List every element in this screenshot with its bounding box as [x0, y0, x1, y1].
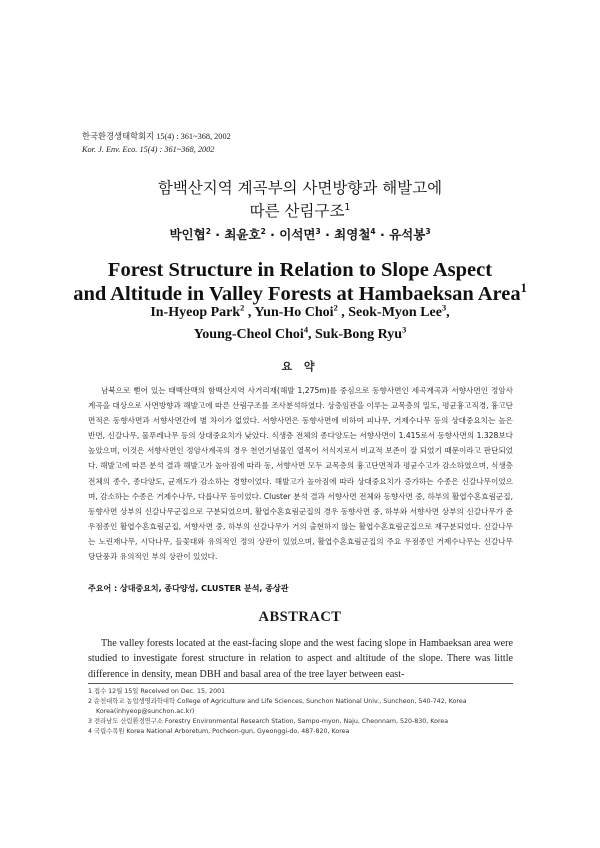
- author-en-affiliation-mark: 3: [402, 325, 407, 335]
- author-en-separator: ,: [337, 305, 349, 320]
- footnotes: [88, 687, 513, 737]
- title-en-line2: [0, 283, 600, 306]
- title-en-line1: Forest Structure in Relation to Slope Aspect: [107, 259, 493, 281]
- journal-citation: [82, 131, 231, 156]
- authors-en-line2: [0, 327, 600, 343]
- author-ko: 유석봉: [389, 227, 426, 242]
- summary-heading: 요 약: [281, 360, 319, 373]
- author-en-affiliation-mark: 4: [303, 325, 309, 335]
- author-en-separator: ,: [308, 327, 316, 342]
- author-ko-affiliation-mark: 2: [260, 226, 266, 236]
- abstract-en-body: The valley forests located at the east-facing slope and the west facing slope in Hambaeksan area were studied to investigate forest structure in relation to aspect and altitude of the slope. There was little difference in density, mean DBH and basal area of the tree layer between east-: [88, 638, 513, 680]
- author-en: Young-Cheol Choi: [193, 327, 304, 342]
- title-ko-line2-text: 따른 산림구조: [249, 202, 345, 220]
- journal-citation-ko: 한국환경생태학회지 15(4) : 361~368, 2002: [82, 132, 231, 141]
- title-ko-line1: 함백산지역 계곡부의 사면방향과 해발고에: [157, 179, 443, 197]
- author-en: Seok-Myon Lee: [348, 305, 442, 320]
- author-en-affiliation-mark: 3: [441, 303, 447, 313]
- author-en: Yun-Ho Choi: [254, 305, 334, 320]
- author-en-affiliation-mark: 2: [240, 303, 245, 313]
- abstract-heading: ABSTRACT: [258, 609, 342, 625]
- footnote: [88, 687, 513, 697]
- author-ko-affiliation-mark: 3: [315, 226, 321, 236]
- footnote-text: 3 전라남도 산림환경연구소 Forestry Environmental Research Station, Sampo-myon, Naju, Cheonnam, 520-830, Korea: [88, 718, 449, 725]
- footnote-text: 4 국립수목원 Korea National Arboretum, Pocheon-gun, Gyeonggi-do, 487-820, Korea: [88, 728, 350, 735]
- footnote: [88, 697, 513, 707]
- summary-ko-body: 남북으로 뻗어 있는 태백산맥의 함백산지역 사거리재(해발 1,275m)를 중심으로 동향사면인 세곡계곡과 서향사면인 정암사계곡을 대상으로 사면방향과 해발고에 따른 산림구조를 조사분석하였다. 상층임관을 이루는 교목층의 밀도, 평균흉고직경, 흉고단면적은 동향사면과 서향사면간에 별 차이가 없었다. 서향사면은 동향사면에 비하여 피나무, 거제수나무 등의 상대중요치는 높은 반면, 신갈나무, 물푸레나무 등의 상대중요치가 낮았다. 식생층 전체의 종다양도는 서향사면이 1.415로서 동향사면의 1.328보다 높았으며, 이것은 서향사면인 정암사계곡의 경우 천연기념물인 열목어 서식지로서 비교적 보존이 잘 되었기 때문이라고 판단되었다. 해발고에 따른 분석 결과 해발고가 높아짐에 따라 동, 서향사면 모두 교목층의 흉고단면적과 평균수고가 감소하였으며, 식생층 전체의 종수, 종다양도, 균재도가 감소하는 경향이었다. 해발고가 높아짐에 따라 상대중요치가 증가하는 수종은 신갈나무이었으며, 감소하는 수종은 거제수나무, 다릅나무 등이었다. Cluster 분석 결과 서향사면 전체와 동향사면 중, 하부의 활엽수혼효림군집, 동향사면 상부의 신갈나무군집으로 구분되었으며, 활엽수혼효림군집의 경우 동향사면 중, 하부와 서향사면 상부의 신갈나무가 준우점종인 활엽수혼효림군집, 서향사면 중, 하부의 신갈나무가 거의 출현하지 않는 활엽수혼효림군집으로 재구분되었다. 신갈나무는 노린재나무, 시닥나무, 들꽃대와 유의적인 정의 상관이 있었으며, 활엽수혼효림군집의 주요 우점종인 거제수나무는 신갈나무 당단풍과 유의적인 부의 상관이 있었다.: [88, 386, 513, 562]
- footnote-continuation: Korea(inhyeop@sunchon.ac.kr): [96, 708, 195, 715]
- title-en-line2-text: and Altitude in Valley Forests at Hambaeksan Area: [73, 283, 521, 305]
- footnote: [88, 717, 513, 727]
- title-ko-footnote-mark: 1: [344, 201, 351, 213]
- keywords: [88, 583, 513, 594]
- author-en-affiliation-mark: 2: [333, 303, 338, 313]
- author-separator: ·: [210, 227, 225, 242]
- author-ko: 박인협: [169, 227, 206, 242]
- author-ko-affiliation-mark: 3: [425, 226, 431, 236]
- author-en: Suk-Bong Ryu: [315, 327, 403, 342]
- footnote-text: 1 접수 12월 15일 Received on Dec. 15, 2001: [88, 688, 226, 695]
- authors-en-line1: [0, 305, 600, 321]
- author-separator: ·: [265, 227, 280, 242]
- title-ko-line2: [0, 199, 600, 221]
- title-en-footnote-mark: 1: [520, 281, 527, 296]
- footnote-text: 2 순천대학교 농업생명과학대학 College of Agriculture and Life Sciences, Sunchon National Univ., Suncheon, 540-742, Korea: [88, 698, 467, 705]
- author-en: In-Hyeop Park: [150, 305, 241, 320]
- keywords-label: 주요어 :: [88, 584, 120, 593]
- author-separator: ·: [320, 227, 335, 242]
- footnote: [88, 727, 513, 737]
- authors-ko: [0, 225, 600, 243]
- journal-citation-en: Kor. J. Env. Eco. 15(4) : 361~368, 2002: [82, 144, 215, 154]
- footnote-divider: [88, 683, 513, 684]
- author-ko: 이석면: [279, 227, 316, 242]
- keywords-values: 상대중요치, 종다양성, CLUSTER 분석, 종상관: [119, 584, 289, 593]
- author-ko: 최윤호: [224, 227, 261, 242]
- author-en-separator: ,: [446, 305, 450, 320]
- author-ko-affiliation-mark: 4: [370, 226, 376, 236]
- author-ko: 최영철: [334, 227, 371, 242]
- author-ko-affiliation-mark: 2: [205, 226, 211, 236]
- author-en-separator: ,: [244, 305, 255, 320]
- author-separator: ·: [375, 227, 390, 242]
